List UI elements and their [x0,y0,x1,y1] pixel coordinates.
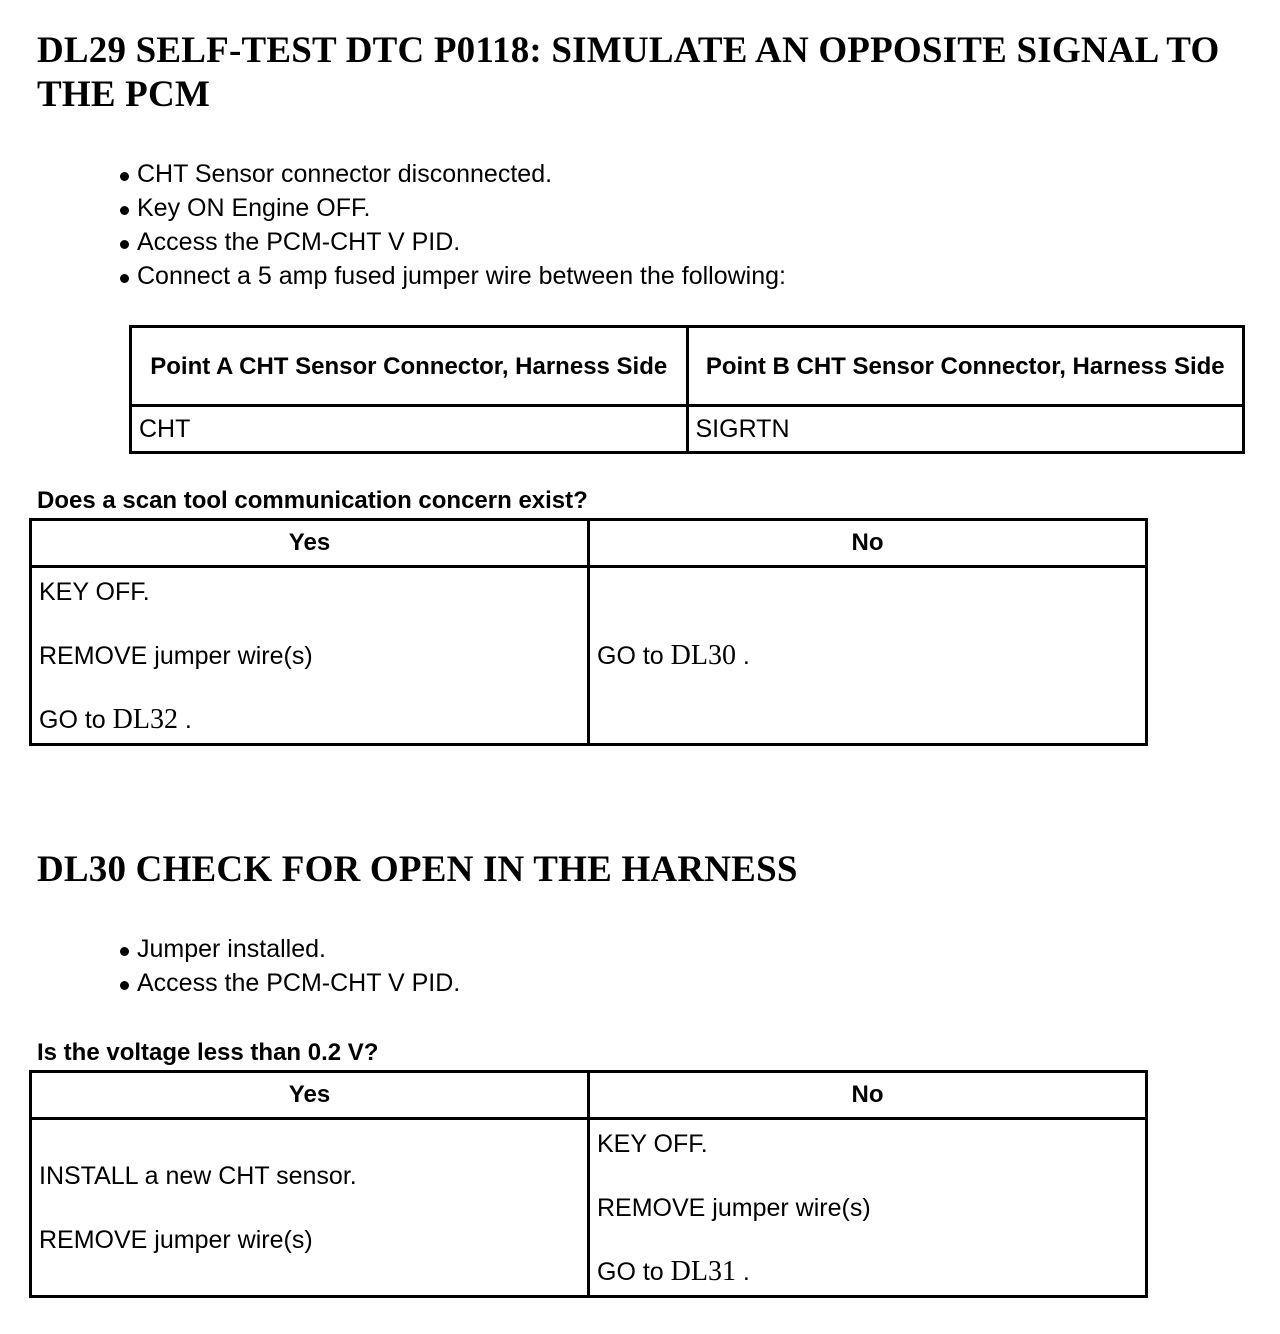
no-cell [589,567,1147,745]
table-row [31,1119,1147,1297]
table-row [31,567,1147,745]
table-row [131,406,1244,453]
bullet-icon [120,206,129,215]
list-item-text: Access the PCM-CHT V PID. [137,228,461,256]
question-dl30: Is the voltage less than 0.2 V? [37,1039,379,1066]
no-header: No [589,520,1147,567]
instruction-line: REMOVE jumper wire(s) [597,1193,871,1222]
list-item-text: CHT Sensor connector disconnected. [137,160,553,188]
section-heading-dl30: DL30 CHECK FOR OPEN IN THE HARNESS [37,849,798,890]
list-item [118,157,786,191]
yes-header: Yes [31,1072,589,1119]
goto-line [597,640,1145,672]
list-item-text: Access the PCM-CHT V PID. [137,969,461,997]
table-header-row [31,520,1147,567]
goto-line [39,704,587,736]
yes-header: Yes [31,520,589,567]
instruction-line: REMOVE jumper wire(s) [39,641,313,670]
condition-list-dl29 [118,157,786,293]
section-heading-dl29: DL29 SELF-TEST DTC P0118: SIMULATE AN OPPOSITE SIGNAL TO THE PCM [37,30,1220,115]
goto-suffix: . [735,1257,750,1286]
instruction-line: REMOVE jumper wire(s) [39,1225,313,1254]
list-item [118,259,786,293]
goto-suffix: . [735,641,750,670]
list-item-text: Key ON Engine OFF. [137,194,371,222]
goto-link-dl31[interactable]: DL31 [670,1255,736,1287]
bullet-icon [120,240,129,249]
point-b-value: SIGRTN [687,406,1244,453]
list-item [118,932,460,966]
point-a-header: Point A CHT Sensor Connector, Harness Side [131,327,688,406]
goto-prefix: GO to [39,705,113,734]
table-header-row [31,1072,1147,1119]
goto-link-dl32[interactable]: DL32 [112,703,178,735]
instruction-line: KEY OFF. [39,577,150,606]
bullet-icon [120,274,129,283]
condition-list-dl30 [118,932,460,1000]
yes-cell [31,1119,589,1297]
point-a-value: CHT [131,406,688,453]
answer-table-dl29 [29,518,1148,746]
table-header-row [131,327,1244,406]
list-item [118,966,460,1000]
bullet-icon [120,981,129,990]
list-item [118,225,786,259]
list-item-text: Jumper installed. [137,935,326,963]
goto-prefix: GO to [597,1257,671,1286]
no-cell [589,1119,1147,1297]
jumper-connection-table [129,325,1245,454]
goto-link-dl30[interactable]: DL30 [670,639,736,671]
goto-suffix: . [177,705,192,734]
list-item-text: Connect a 5 amp fused jumper wire between the following: [137,262,786,290]
point-b-header: Point B CHT Sensor Connector, Harness Side [687,327,1244,406]
bullet-icon [120,947,129,956]
bullet-icon [120,172,129,181]
answer-table-dl30 [29,1070,1148,1298]
instruction-line: KEY OFF. [597,1129,708,1158]
yes-cell [31,567,589,745]
question-dl29: Does a scan tool communication concern exist? [37,487,588,514]
instruction-line: INSTALL a new CHT sensor. [39,1161,357,1190]
goto-prefix: GO to [597,641,671,670]
no-header: No [589,1072,1147,1119]
list-item [118,191,786,225]
goto-line [597,1256,1145,1288]
